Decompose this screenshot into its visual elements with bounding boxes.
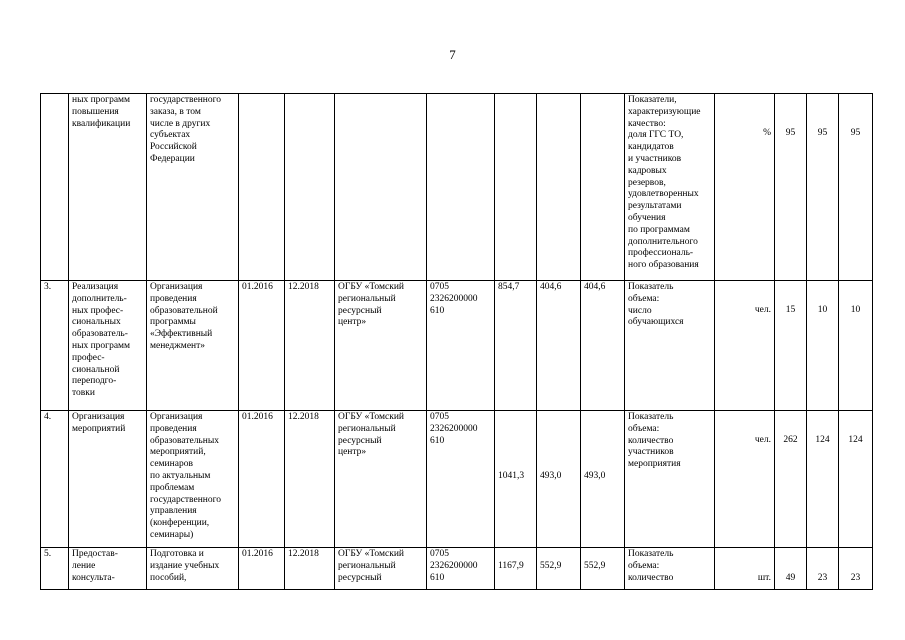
amount-2017-cell bbox=[537, 94, 581, 281]
end-date-cell: 12.2018 bbox=[285, 281, 335, 411]
budget-code-cell: 0705 2326200000 610 bbox=[427, 548, 495, 590]
amount-2018-cell: 493,0 bbox=[581, 411, 625, 548]
amount-2016-cell: 1167,9 bbox=[495, 548, 537, 590]
content-cell: Организация проведения образовательной программы «Эффективный менеджмент» bbox=[147, 281, 239, 411]
budget-code-cell: 0705 2326200000 610 bbox=[427, 281, 495, 411]
table-row bbox=[41, 411, 873, 548]
start-date-cell: 01.2016 bbox=[239, 548, 285, 590]
value-2018-cell: 23 bbox=[839, 548, 873, 590]
value-2016-cell: 262 bbox=[775, 411, 807, 548]
executor-cell: ОГБУ «Томский региональный ресурсный центр» bbox=[335, 281, 427, 411]
end-date-cell: 12.2018 bbox=[285, 411, 335, 548]
value-2017-cell: 23 bbox=[807, 548, 839, 590]
amount-2016-cell: 854,7 bbox=[495, 281, 537, 411]
value-2017-cell: 95 bbox=[807, 94, 839, 281]
row-number-cell: 3. bbox=[41, 281, 69, 411]
value-2018-cell: 124 bbox=[839, 411, 873, 548]
activity-cell: Реализация дополнитель- ных профес- сиональных образователь- ных программ профес- сиональной переподго- товки bbox=[69, 281, 147, 411]
unit-cell: чел. bbox=[715, 281, 775, 411]
row-number-cell: 5. bbox=[41, 548, 69, 590]
value-2016-cell: 49 bbox=[775, 548, 807, 590]
table-row bbox=[41, 94, 873, 281]
content-cell: Подготовка и издание учебных пособий, bbox=[147, 548, 239, 590]
budget-code-cell bbox=[427, 94, 495, 281]
value-2016-cell: 95 bbox=[775, 94, 807, 281]
page-number: 7 bbox=[449, 47, 456, 62]
row-number-cell bbox=[41, 94, 69, 281]
amount-2018-cell: 404,6 bbox=[581, 281, 625, 411]
amount-2016-cell bbox=[495, 94, 537, 281]
content-cell: Организация проведения образовательных мероприятий, семинаров по актуальным проблемам государственного управления (конференции, семинары) bbox=[147, 411, 239, 548]
indicator-cell: Показатель объема: количество участников мероприятия bbox=[625, 411, 715, 548]
table-row bbox=[41, 281, 873, 411]
end-date-cell bbox=[285, 94, 335, 281]
amount-2017-cell: 493,0 bbox=[537, 411, 581, 548]
start-date-cell bbox=[239, 94, 285, 281]
end-date-cell: 12.2018 bbox=[285, 548, 335, 590]
executor-cell: ОГБУ «Томский региональный ресурсный центр» bbox=[335, 411, 427, 548]
amount-2018-cell: 552,9 bbox=[581, 548, 625, 590]
indicator-cell: Показатели, характеризующие качество: доля ГГС ТО, кандидатов и участников кадровых резервов, удовлетворенных результатами обучения по программам дополнительного профессиональ- ного образования bbox=[625, 94, 715, 281]
unit-cell: % bbox=[715, 94, 775, 281]
value-2017-cell: 10 bbox=[807, 281, 839, 411]
amount-2016-cell: 1041,3 bbox=[495, 411, 537, 548]
amount-2017-cell: 552,9 bbox=[537, 548, 581, 590]
start-date-cell: 01.2016 bbox=[239, 281, 285, 411]
executor-cell: ОГБУ «Томский региональный ресурсный bbox=[335, 548, 427, 590]
unit-cell: шт. bbox=[715, 548, 775, 590]
executor-cell bbox=[335, 94, 427, 281]
activity-cell: ных программ повышения квалификации bbox=[69, 94, 147, 281]
table-row bbox=[41, 548, 873, 590]
amount-2018-cell bbox=[581, 94, 625, 281]
value-2018-cell: 95 bbox=[839, 94, 873, 281]
budget-code-cell: 0705 2326200000 610 bbox=[427, 411, 495, 548]
indicator-cell: Показатель объема: количество bbox=[625, 548, 715, 590]
unit-cell: чел. bbox=[715, 411, 775, 548]
indicator-cell: Показатель объема: число обучающихся bbox=[625, 281, 715, 411]
activity-cell: Предостав- ление консульта- bbox=[69, 548, 147, 590]
content-cell: государственного заказа, в том числе в других субъектах Российской Федерации bbox=[147, 94, 239, 281]
start-date-cell: 01.2016 bbox=[239, 411, 285, 548]
value-2018-cell: 10 bbox=[839, 281, 873, 411]
amount-2017-cell: 404,6 bbox=[537, 281, 581, 411]
value-2016-cell: 15 bbox=[775, 281, 807, 411]
activity-cell: Организация мероприятий bbox=[69, 411, 147, 548]
value-2017-cell: 124 bbox=[807, 411, 839, 548]
row-number-cell: 4. bbox=[41, 411, 69, 548]
program-table bbox=[40, 93, 873, 590]
